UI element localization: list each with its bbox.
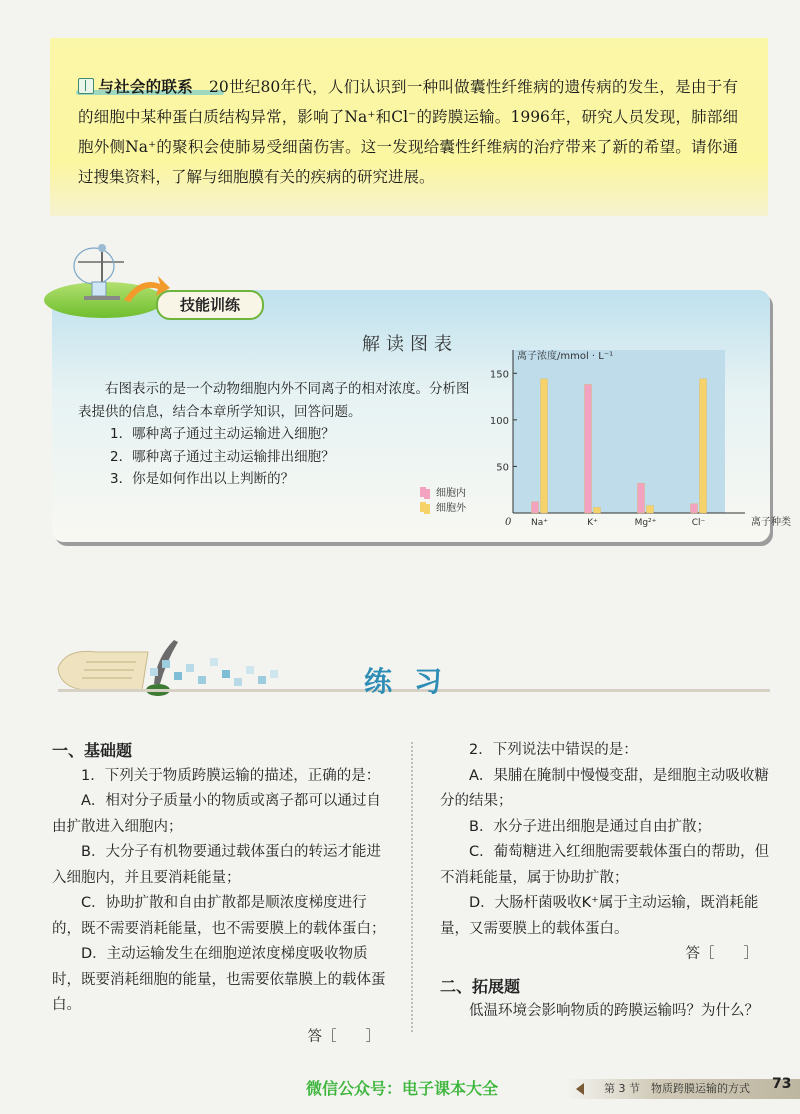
- chart-heading: 解读图表: [362, 334, 458, 355]
- x-tick-label-2: Mg²⁺: [634, 518, 657, 528]
- skill-intro: 右图表示的是一个动物细胞内外不同离子的相对浓度。分析图表提供的信息，结合本章所学知识，回答问题。: [78, 381, 470, 420]
- q1-option-c: C．协助扩散和自由扩散都是顺浓度梯度进行的，既不需要消耗能量，也不需要膜上的载体蛋白；: [52, 895, 386, 937]
- bar-na-0: [532, 502, 539, 513]
- q2-answer: 答［ ］: [685, 946, 758, 962]
- left-column: [52, 738, 392, 1050]
- society-paragraph: [78, 72, 738, 192]
- legend-item-inside: [424, 486, 466, 501]
- skill-question-1: 1．哪种离子通过主动运输进入细胞？: [110, 426, 335, 442]
- y-axis-label: 离子浓度/mmol · L⁻¹: [517, 351, 614, 362]
- column-divider: [411, 742, 413, 1032]
- x-tick-label-1: K⁺: [587, 518, 598, 528]
- q2-option-b: B．水分子进出细胞是通过自由扩散；: [469, 818, 711, 835]
- basic-heading: 一、基础题: [52, 741, 133, 760]
- bar-k-0: [585, 384, 592, 513]
- y-tick-label-1: 100: [489, 415, 509, 427]
- bar-na-1: [541, 379, 548, 513]
- x-tick-label-0: Na⁺: [531, 518, 548, 528]
- book-icon: [78, 78, 94, 94]
- page-number: 73: [772, 1076, 792, 1092]
- extended-question: 低温环境会影响物质的跨膜运输吗？为什么？: [469, 1003, 759, 1019]
- x-axis-label: 离子种类: [751, 517, 791, 528]
- legend-swatch-inside: [424, 489, 430, 499]
- legend-label-inside: 细胞内: [436, 488, 466, 499]
- x-tick-label-3: Cl⁻: [691, 518, 706, 528]
- chart-legend: [424, 486, 466, 516]
- society-text: 20世纪80年代，人们认识到一种叫做囊性纤维病的遗传病的发生，是由于有的细胞中某种蛋白质结构异常，影响了Na⁺和Cl⁻的跨膜运输。1996年，研究人员发现，肺部细胞外侧Na⁺的聚积会使肺易受细菌伤害。这一发现给囊性纤维病的治疗带来了新的希望。请你通过搜集资料，了解与细胞膜有关的疾病的研究进展。: [78, 78, 738, 186]
- bar-mg-0: [638, 483, 645, 513]
- pixel-decoration: [150, 650, 290, 690]
- q2-option-d: D．大肠杆菌吸收K⁺属于主动运输，既消耗能量，又需要膜上的载体蛋白。: [440, 895, 759, 937]
- footer-section: 第 3 节 物质跨膜运输的方式: [604, 1082, 750, 1095]
- q1-stem: 1．下列关于物质跨膜运输的描述，正确的是：: [81, 767, 381, 784]
- bar-cl-1: [700, 379, 707, 513]
- exercise-title: 练习: [364, 665, 465, 698]
- bar-cl-0: [691, 504, 698, 513]
- legend-swatch-outside: [424, 504, 430, 514]
- skill-tag: 技能训练: [156, 290, 264, 320]
- q1-option-d: D．主动运输发生在细胞逆浓度梯度吸收物质时，既要消耗细胞的能量，也需要依靠膜上的载体蛋白。: [52, 946, 386, 1013]
- q2-option-a: A．果脯在腌制中慢慢变甜，是细胞主动吸收糖分的结果；: [440, 767, 769, 809]
- society-label: 与社会的联系: [98, 77, 193, 96]
- q1-option-b: B．大分子有机物要通过载体蛋白的转运才能进入细胞内，并且要消耗能量；: [52, 844, 381, 886]
- y-tick-label-0: 50: [496, 462, 509, 474]
- extended-heading: 二、拓展题: [440, 976, 521, 996]
- skill-question-3: 3．你是如何作出以上判断的？: [110, 471, 295, 487]
- legend-item-outside: [424, 501, 466, 516]
- q2-option-c: C．葡萄糖进入红细胞需要载体蛋白的帮助，但不消耗能量，属于协助扩散；: [440, 844, 770, 886]
- wechat-watermark: 微信公众号：电子课本大全: [306, 1079, 499, 1098]
- bar-mg-1: [647, 506, 654, 513]
- q1-option-a: A．相对分子质量小的物质或离子都可以通过自由扩散进入细胞内；: [52, 793, 381, 835]
- q2-stem: 2．下列说法中错误的是：: [469, 742, 638, 758]
- q1-answer: 答［ ］: [307, 1028, 380, 1045]
- legend-label-outside: 细胞外: [436, 503, 466, 514]
- right-column: [440, 738, 770, 1025]
- ion-concentration-chart: [478, 342, 791, 532]
- skill-question-2: 2．哪种离子通过主动运输排出细胞？: [110, 448, 335, 465]
- skill-text: [78, 378, 478, 491]
- footer-triangle-icon: [576, 1083, 584, 1095]
- origin-label: 0: [505, 517, 512, 528]
- y-tick-label-2: 150: [489, 369, 509, 381]
- bar-k-1: [594, 507, 601, 513]
